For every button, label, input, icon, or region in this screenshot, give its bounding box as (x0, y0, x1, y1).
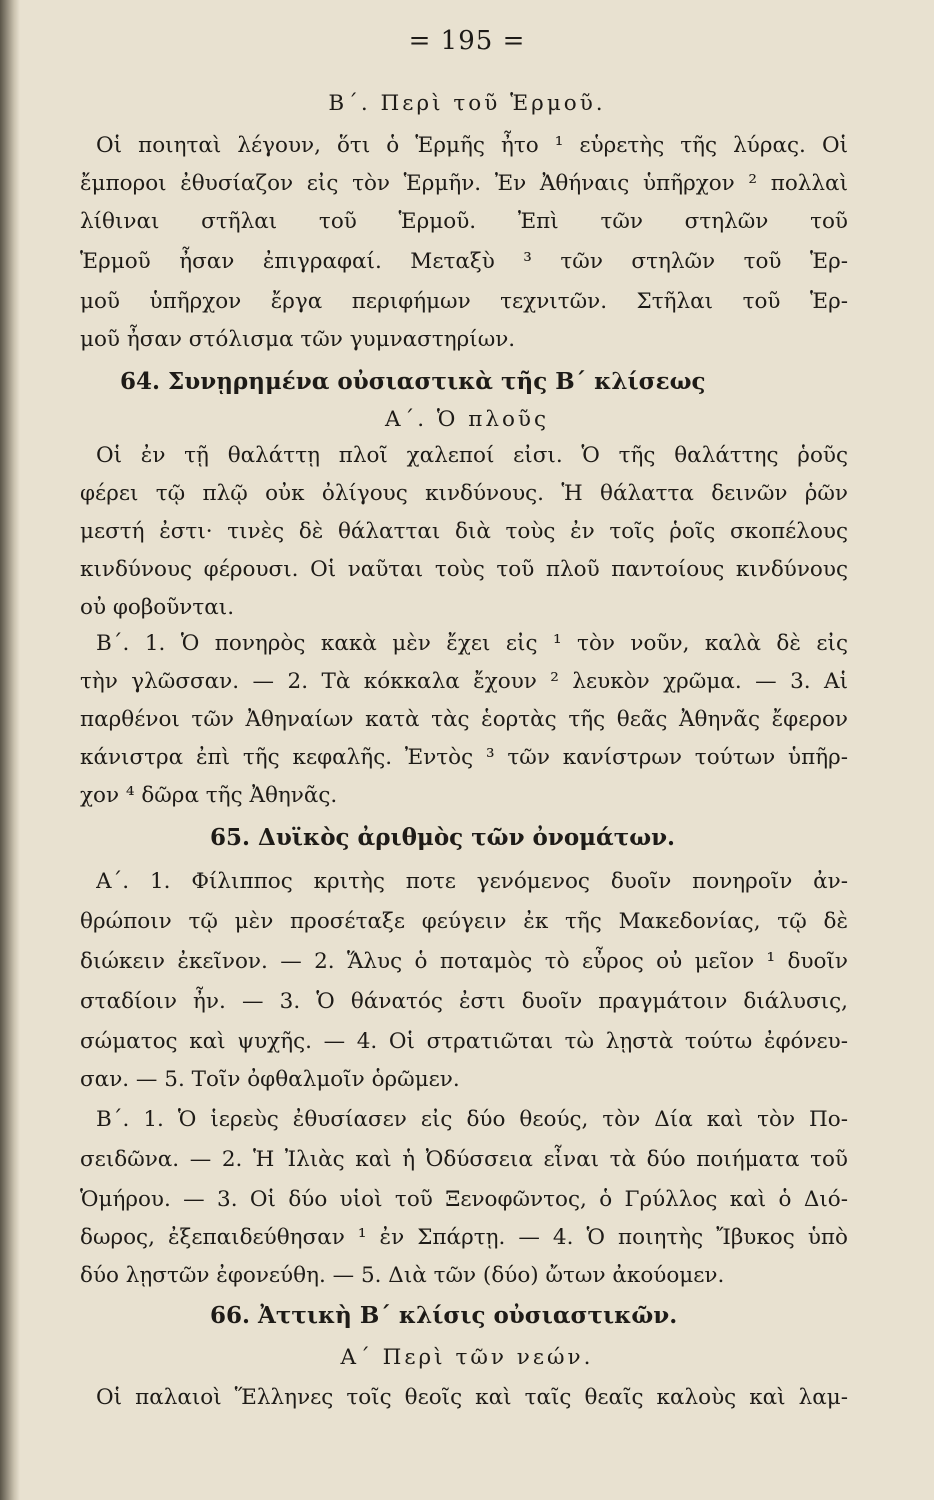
text-line: σώματος καὶ ψυχῆς. — 4. Οἱ στρατιῶται τὼ λῃστὰ τούτω ἐφόνευ- (80, 1029, 848, 1054)
page-number: = 195 = (408, 26, 526, 56)
section-heading: 64. Συνῃρημένα οὐσιαστικὰ τῆς Β΄ κλίσεως (120, 368, 706, 395)
text-line: Ἑρμοῦ ἦσαν ἐπιγραφαί. Μεταξὺ ³ τῶν στηλῶν τοῦ Ἑρ- (80, 249, 848, 274)
text-line: κάνιστρα ἐπὶ τῆς κεφαλῆς. Ἐντὸς ³ τῶν κανίστρων τούτων ὑπῆρ- (80, 745, 848, 770)
text-line: σειδῶνα. — 2. Ἡ Ἰλιὰς καὶ ἡ Ὀδύσσεια εἶναι τὰ δύο ποιήματα τοῦ (80, 1147, 848, 1172)
text-line: Α΄ Περὶ τῶν νεών. (340, 1345, 594, 1370)
text-line: Α΄. Ὁ πλοῦς (384, 407, 550, 432)
text-line: Β΄. 1. Ὁ πονηρὸς κακὰ μὲν ἔχει εἰς ¹ τὸν νοῦν, καλὰ δὲ εἰς (96, 631, 848, 656)
text-line: διώκειν ἐκεῖνον. — 2. Ἅλυς ὁ ποταμὸς τὸ εὖρος οὐ μεῖον ¹ δυοῖν (80, 949, 848, 974)
text-line: χον ⁴ δῶρα τῆς Ἀθηνᾶς. (80, 783, 338, 808)
text-line: ἔμποροι ἐθυσίαζον εἰς τὸν Ἑρμῆν. Ἐν Ἀθήναις ὑπῆρχον ² πολλαὶ (80, 171, 848, 196)
text-line: κινδύνους φέρουσι. Οἱ ναῦται τοὺς τοῦ πλοῦ παντοίους κινδύνους (80, 557, 848, 582)
text-line: παρθένοι τῶν Ἀθηναίων κατὰ τὰς ἑορτὰς τῆς θεᾶς Ἀθηνᾶς ἔφερον (80, 707, 848, 732)
text-line: οὐ φοβοῦνται. (80, 595, 235, 620)
section-heading: 65. Δυϊκὸς ἀριθμὸς τῶν ὀνομάτων. (210, 824, 676, 851)
text-line: δύο λῃστῶν ἐφονεύθη. — 5. Διὰ τῶν (δύο) ὤτων ἀκούομεν. (80, 1263, 725, 1288)
text-line: μοῦ ἦσαν στόλισμα τῶν γυμναστηρίων. (80, 327, 516, 352)
text-line: θρώποιν τῷ μὲν προσέταξε φεύγειν ἐκ τῆς Μακεδονίας, τῷ δὲ (80, 909, 848, 934)
text-line: Β΄. 1. Ὁ ἱερεὺς ἐθυσίασεν εἰς δύο θεούς, τὸν Δία καὶ τὸν Πο- (96, 1107, 848, 1132)
text-line: μοῦ ὑπῆρχον ἔργα περιφήμων τεχνιτῶν. Στῆλαι τοῦ Ἑρ- (80, 289, 848, 314)
section-heading: 66. Ἀττικὴ Β΄ κλίσις οὐσιαστικῶν. (210, 1302, 678, 1329)
text-line: φέρει τῷ πλῷ οὐκ ὀλίγους κινδύνους. Ἡ θάλαττα δεινῶν ῥῶν (80, 481, 848, 506)
text-line: λίθιναι στῆλαι τοῦ Ἑρμοῦ. Ἐπὶ τῶν στηλῶν τοῦ (80, 209, 848, 234)
text-line: Α΄. 1. Φίλιππος κριτὴς ποτε γενόμενος δυοῖν πονηροῖν ἀν- (96, 869, 848, 894)
text-line: Ὁμήρου. — 3. Οἱ δύο υἱοὶ τοῦ Ξενοφῶντος, ὁ Γρύλλος καὶ ὁ Διό- (80, 1187, 848, 1212)
text-line: δωρος, ἐξεπαιδεύθησαν ¹ ἐν Σπάρτῃ. — 4. Ὁ ποιητὴς Ἴβυκος ὑπὸ (80, 1225, 848, 1250)
text-line: Β΄. Περὶ τοῦ Ἑρμοῦ. (328, 91, 606, 116)
text-line: σταδίοιν ἦν. — 3. Ὁ θάνατός ἐστι δυοῖν πραγμάτοιν διάλυσις, (80, 989, 848, 1014)
text-line: σαν. — 5. Τοῖν ὀφθαλμοῖν ὁρῶμεν. (80, 1067, 460, 1092)
page-binding-edge (0, 0, 20, 1500)
text-line: Οἱ ποιηταὶ λέγουν, ὅτι ὁ Ἑρμῆς ἦτο ¹ εὑρετὴς τῆς λύρας. Οἱ (96, 133, 848, 158)
text-line: Οἱ ἐν τῇ θαλάττῃ πλοῖ χαλεποί εἰσι. Ὁ τῆς θαλάττης ῥοῦς (96, 443, 848, 468)
text-line: τὴν γλῶσσαν. — 2. Τὰ κόκκαλα ἔχουν ² λευκὸν χρῶμα. — 3. Αἱ (80, 669, 848, 694)
text-line: μεστή ἐστι· τινὲς δὲ θάλατται διὰ τοὺς ἐν τοῖς ῥοῖς σκοπέλους (80, 519, 848, 544)
text-line: Οἱ παλαιοὶ Ἕλληνες τοῖς θεοῖς καὶ ταῖς θεαῖς καλοὺς καὶ λαμ- (96, 1385, 848, 1410)
